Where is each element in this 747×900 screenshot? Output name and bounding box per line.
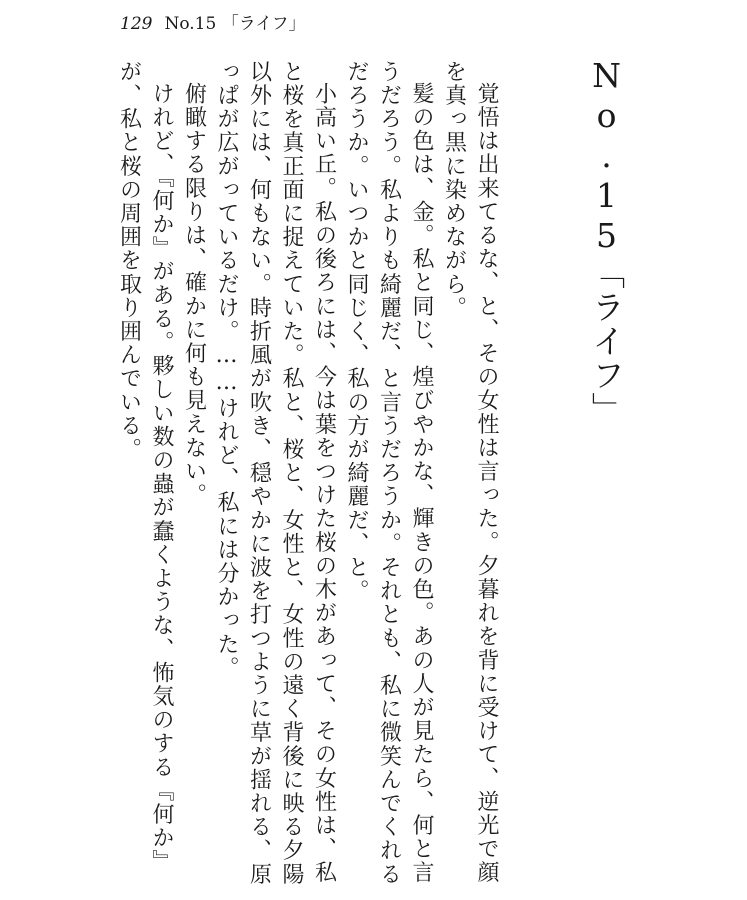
paragraph: 小高い丘。私の後ろには、今は葉をつけた桜の木があって、その女性は、私と桜を真正面に捉えていた。私と、桜と、女性と、女性の遠く背後に映る夕陽以外には、何もない。時折風が吹き、穏やかに波を打つように草が揺れる、原っぱが広がっているだけ。……けれど、私には分かった。 xyxy=(214,60,337,886)
paragraph: 髪の色は、金。私と同じ、煌びやかな、輝きの色。あの人が見たら、何と言うだろう。私よりも綺麗だ、と言うだろうか。それとも、私に微笑んでくれるだろうか。いつかと同じく、私の方が綺麗だ、と。 xyxy=(344,60,434,886)
running-chapter-title: No.15 「ライフ」 xyxy=(164,14,306,34)
chapter-title: No.15「ライフ」 xyxy=(587,56,626,426)
paragraph: 俯瞰する限りは、確かに何も見えない。 xyxy=(181,82,207,507)
paragraph: 覚悟は出来てるな、と、その女性は言った。夕暮れを背に受けて、逆光で顔を真っ黒に染めながら。 xyxy=(441,60,499,885)
paragraph: けれど、『何か』がある。夥しい数の蟲が蠢くような、怖気のする『何か』が、私と桜の周囲を取り囲んでいる。 xyxy=(116,60,174,874)
page-number: 129 xyxy=(120,14,153,34)
page-header xyxy=(120,12,306,36)
body-text xyxy=(110,60,502,890)
